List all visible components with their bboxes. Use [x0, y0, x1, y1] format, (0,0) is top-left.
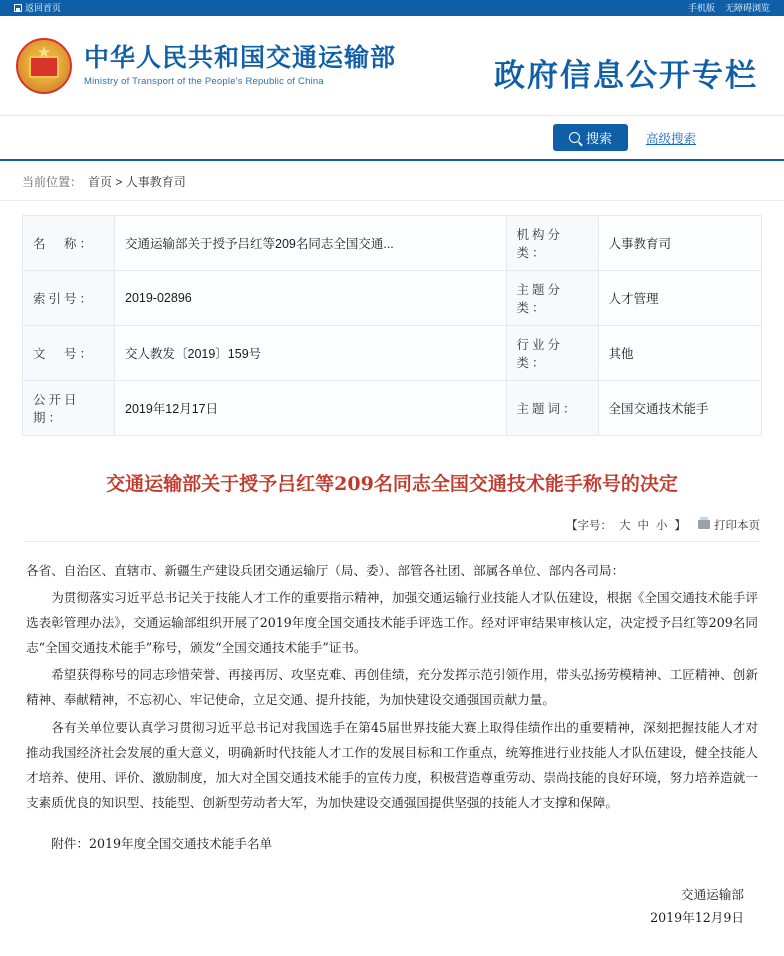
search-button[interactable] — [553, 124, 628, 151]
meta-value-keywords: 全国交通技术能手 — [598, 381, 762, 436]
paragraph-salutation: 各省、自治区、直辖市、新疆生产建设兵团交通运输厅（局、委）、部管各社团、部属各单位、部内各司局： — [26, 562, 625, 578]
home-link[interactable] — [14, 4, 61, 13]
topbar-right-links — [688, 4, 770, 13]
search-bar — [0, 116, 784, 161]
meta-value-industry: 其他 — [598, 326, 762, 381]
meta-value-docnum: 交人教发〔2019〕159号 — [115, 326, 507, 381]
signature-date: 2019年12月9日 — [650, 910, 744, 926]
fontsize-controls — [566, 517, 686, 533]
accessibility-link[interactable]: 无障碍浏览 — [724, 2, 770, 13]
paragraph-2: 希望获得称号的同志珍惜荣誉、再接再厉、攻坚克难、再创佳绩，充分发挥示范引领作用，带头弘扬劳模精神、工匠精神、创新精神、奉献精神，不忘初心、牢记使命，立足交通、提升技能，为加快建设交通强国贡献力量。 — [26, 667, 758, 708]
meta-key-date: 公开日期： — [23, 381, 115, 436]
fontsize-label: 【字号： — [566, 519, 612, 532]
site-header — [0, 16, 784, 116]
meta-value-topic-class: 人才管理 — [598, 271, 762, 326]
signature-organization: 交通运输部 — [681, 886, 744, 902]
search-button-label: 搜索 — [585, 131, 612, 146]
search-icon — [569, 132, 580, 143]
national-emblem-icon — [16, 38, 72, 94]
ministry-title-block — [84, 44, 396, 88]
page-title: 交通运输部关于授予吕红等209名同志全国交通技术能手称号的决定 — [106, 473, 678, 495]
meta-key-keywords: 主题词： — [506, 381, 598, 436]
meta-key-docnum: 文 号： — [23, 326, 115, 381]
meta-key-topic-class: 主题分类： — [506, 271, 598, 326]
meta-key-name: 名 称： — [23, 216, 115, 271]
page-bottom-spacer — [0, 930, 784, 956]
ministry-name-en: Ministry of Transport of the People's Republic of China — [84, 76, 324, 88]
breadcrumb — [0, 161, 784, 201]
print-button[interactable] — [698, 517, 760, 533]
banner-title: 政府信息公开专栏 — [494, 58, 758, 94]
table-row — [23, 381, 762, 436]
metadata-section — [0, 201, 784, 436]
meta-value-date: 2019年12月17日 — [115, 381, 507, 436]
top-utility-bar — [0, 0, 784, 16]
fontsize-small-button[interactable]: 小 — [656, 519, 668, 532]
home-link-label: 返回首页 — [25, 2, 62, 13]
meta-key-index: 索引号： — [23, 271, 115, 326]
meta-key-industry: 行业分类： — [506, 326, 598, 381]
meta-value-name: 交通运输部关于授予吕红等209名同志全国交通... — [115, 216, 507, 271]
print-button-label: 打印本页 — [714, 519, 760, 532]
document-body — [26, 558, 758, 857]
paragraph-1: 为贯彻落实习近平总书记关于技能人才工作的重要指示精神，加强交通运输行业技能人才队伍建设，根据《全国交通技术能手评选表彰管理办法》，交通运输部组织开展了2019年度全国交通技术能手评选工作。经对评审结果审核认定，决定授予吕红等209名同志“全国交通技术能手”称号，颁发“全国交通技术能手”证书。 — [26, 589, 758, 656]
ministry-name-cn: 中华人民共和国交通运输部 — [84, 42, 397, 72]
table-row — [23, 326, 762, 381]
meta-value-index: 2019-02896 — [115, 271, 507, 326]
document-toolbar — [24, 517, 760, 542]
document-signature-block — [26, 883, 744, 931]
breadcrumb-label: 当前位置： — [22, 175, 83, 189]
meta-value-org: 人事教育司 — [598, 216, 762, 271]
metadata-table — [22, 215, 762, 436]
home-icon — [14, 4, 22, 12]
table-row — [23, 271, 762, 326]
fontsize-large-button[interactable]: 大 — [619, 519, 631, 532]
table-row — [23, 216, 762, 271]
breadcrumb-path[interactable]: 首页 > 人事教育司 — [88, 175, 186, 189]
fontsize-medium-button[interactable]: 中 — [637, 519, 649, 532]
fontsize-label-close: 】 — [674, 519, 686, 532]
advanced-search-link[interactable]: 高级搜索 — [645, 131, 696, 146]
mobile-version-link[interactable]: 手机版 — [687, 2, 715, 13]
printer-icon — [698, 520, 710, 529]
paragraph-3: 各有关单位要认真学习贯彻习近平总书记对我国选手在第45届世界技能大赛上取得佳绩作出的重要精神，深刻把握技能人才对推动我国经济社会发展的重大意义，明确新时代技能人才工作的发展目标和工作重点，统筹推进行业技能人才队伍建设，健全技能人才培养、使用、评价、激励制度，加大对全国交通技术能手的宣传力度，积极营造尊重劳动、崇尚技能的良好环境，努力培养造就一支素质优良的知识型、技能型、创新型劳动者大军，为加快建设交通强国提供坚强的技能人才支撑和保障。 — [26, 719, 758, 811]
meta-key-org: 机构分类： — [506, 216, 598, 271]
paragraph-attachment: 附件：2019年度全国交通技术能手名单 — [51, 836, 273, 852]
